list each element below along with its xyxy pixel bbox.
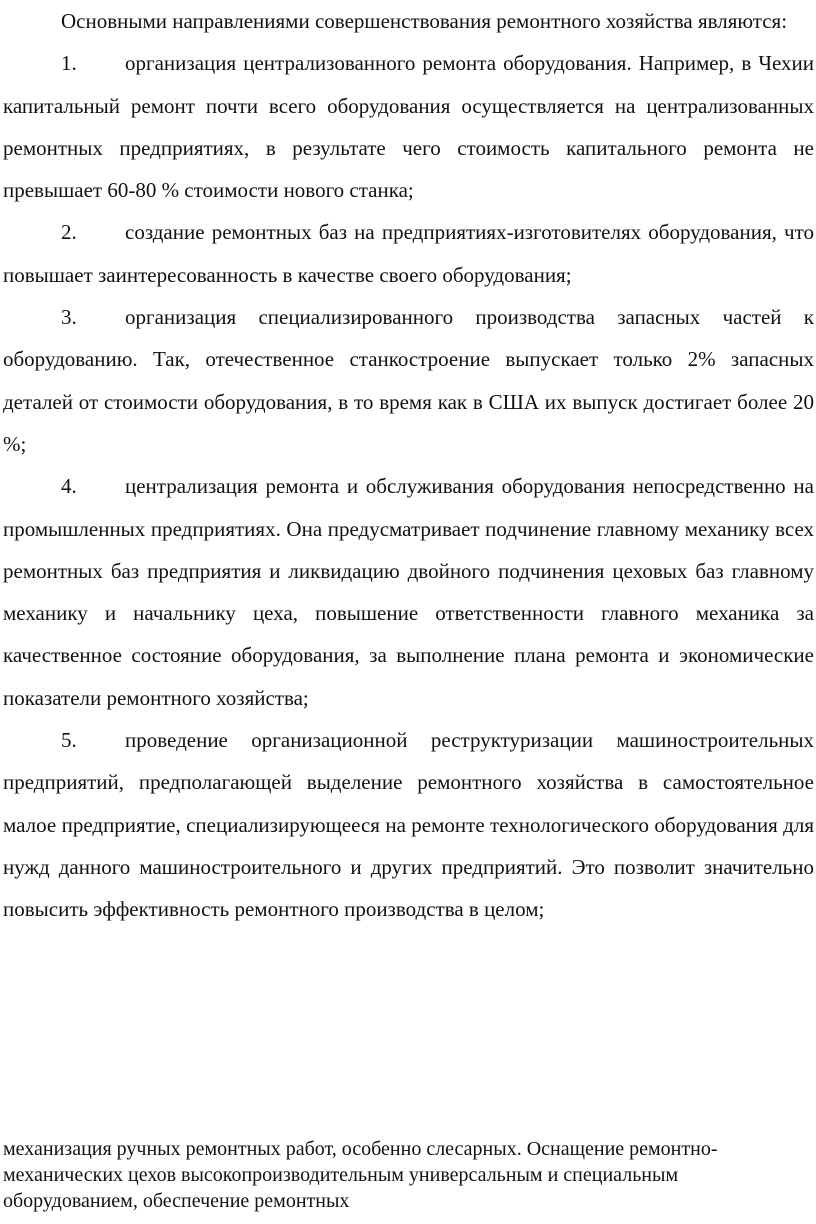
list-item-4 (3, 465, 814, 719)
list-item-number: 3. (61, 305, 77, 330)
tail-paragraph: механизация ручных ремонтных работ, особенно слесарных. Оснащение ремонтно-механических цехов высокопроизводительным универсальным и специальным оборудованием, обеспечение ремонтных (3, 1138, 718, 1212)
intro-paragraph: Основными направлениями совершенствования ремонтного хозяйства являются: (61, 9, 788, 33)
list-item-3 (3, 296, 814, 465)
main-text-block (3, 0, 814, 931)
list-item-text: проведение организационной реструктуризации машиностроительных предприятий, предполагающей выделение ремонтного хозяйства в самостоятельное малое предприятие, специализирующееся на ремонте технологического оборудования для нужд данного машиностроительного и других предприятий. Это позволит значительно повысить эффективность ремонтного производства в целом; (3, 728, 814, 922)
list-item-2 (3, 211, 814, 296)
list-item-text: централизация ремонта и обслуживания оборудования непосредственно на промышленных предприятиях. Она предусматривает подчинение главному механику всех ремонтных баз предприятия и ликвидацию двойного подчинения цеховых баз главному механику и начальнику цеха, повышение ответственности главного механика за качественное состояние оборудования, за выполнение плана ремонта и экономические показатели ремонтного хозяйства; (3, 474, 814, 710)
tail-text-block (3, 1136, 814, 1214)
list-item-number: 2. (61, 220, 77, 245)
list-item-number: 1. (61, 51, 77, 76)
list-item-5 (3, 719, 814, 930)
list-item-text: создание ремонтных баз на предприятиях-изготовителях оборудования, что повышает заинтересованность в качестве своего оборудования; (3, 220, 814, 287)
list-item-1 (3, 42, 814, 211)
list-item-text: организация централизованного ремонта оборудования. Например, в Чехии капитальный ремонт почти всего оборудования осуществляется на централизованных ремонтных предприятиях, в результате чего стоимость капитального ремонта не превышает 60-80 % стоимости нового станка; (3, 51, 814, 203)
list-item-number: 4. (61, 474, 77, 499)
list-item-text: организация специализированного производства запасных частей к оборудованию. Так, отечественное станкостроение выпускает только 2% запасных деталей от стоимости оборудования, в то время как в США их выпуск достигает более 20 %; (3, 305, 814, 456)
list-item-number: 5. (61, 728, 77, 753)
